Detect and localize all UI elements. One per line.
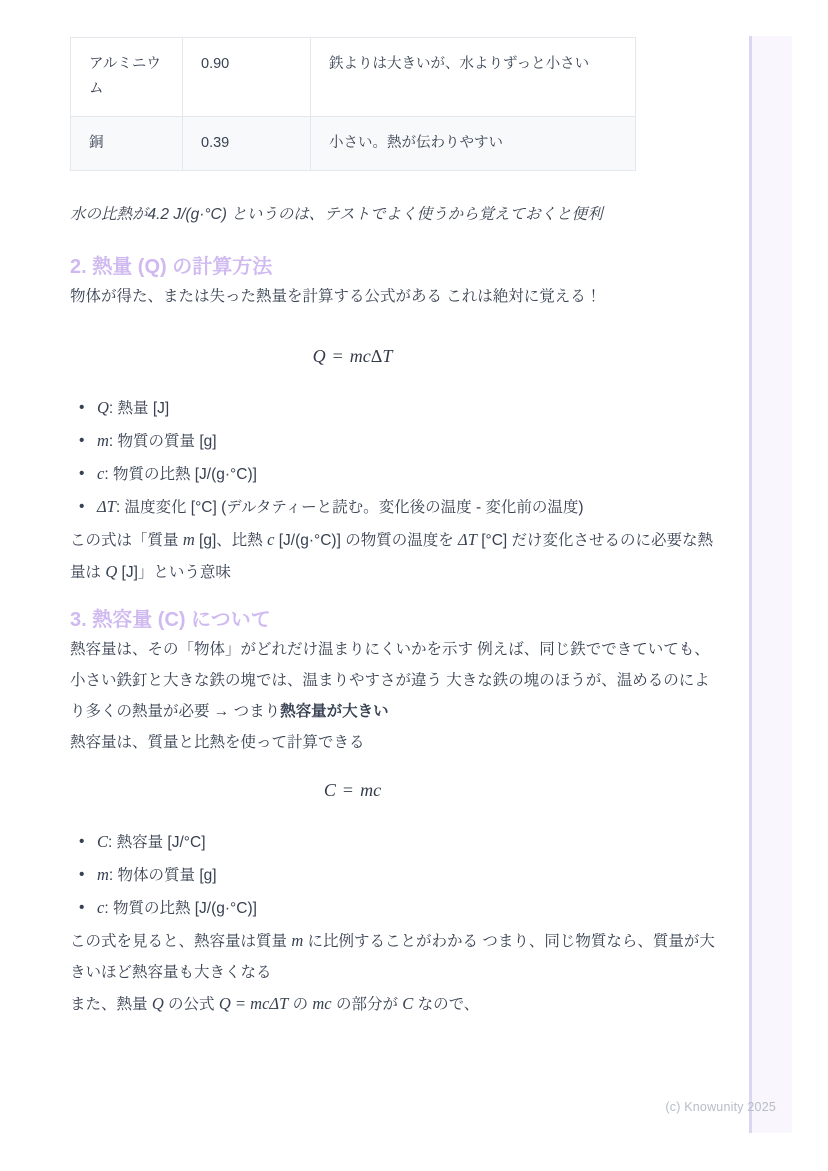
bullet-text: : 熱量 [J] <box>108 400 170 417</box>
text-segment: の部分が <box>331 996 403 1013</box>
list-item <box>70 826 720 859</box>
text-segment: [g]、比熱 <box>194 532 268 549</box>
math-var: m <box>97 865 109 884</box>
math-var: ΔT <box>458 530 477 549</box>
list-item <box>70 859 720 892</box>
list-item <box>70 458 720 491</box>
value-cell: 0.90 <box>183 38 311 117</box>
also-paragraph <box>70 988 720 1020</box>
bullet-text: : 物質の比熱 [J/(g·°C)] <box>104 466 257 483</box>
math-var: Q <box>105 562 118 581</box>
bullet-text: : 物質の質量 [g] <box>108 433 217 450</box>
heat-capacity-paragraph <box>70 634 720 727</box>
text-segment: に比例することがわかる つまり、同じ物質なら、質量が大きいほど熱容量も大きくなる <box>70 933 715 981</box>
math-var: mc <box>349 346 371 366</box>
desc-cell: 小さい。熱が伝わりやすい <box>311 117 636 171</box>
bullet-list-q <box>70 392 720 524</box>
math-var: C <box>97 832 109 851</box>
text-segment: この式は「質量 <box>70 532 183 549</box>
value-cell: 0.39 <box>183 117 311 171</box>
text-segment: の <box>288 996 313 1013</box>
equals-sign: = <box>332 346 343 366</box>
math-var: c <box>267 530 275 549</box>
note-paragraph: 水の比熱が4.2 J/(g·°C) というのは、テストでよく使うから覚えておくと便利 <box>70 206 603 223</box>
text-segment: [J/(g·°C)] の物質の温度を <box>274 532 459 549</box>
calc-paragraph: 熱容量は、質量と比熱を使って計算できる <box>70 734 365 751</box>
math-var: C <box>323 780 336 800</box>
math-var: T <box>382 346 393 366</box>
formula-q-mcdt <box>70 342 635 370</box>
text-segment: [°C] だけ変化させるのに必要な熱量は <box>70 532 714 581</box>
formula-c-mc <box>70 776 635 804</box>
specific-heat-table <box>70 37 636 171</box>
math-var: C <box>402 994 414 1013</box>
text-segment: の公式 <box>163 996 219 1013</box>
section-heading-heat-capacity: 3. 熱容量 (C) について <box>70 609 271 631</box>
substance-cell: アルミニウム <box>71 38 183 117</box>
next-page-edge <box>749 36 792 1133</box>
math-var: m <box>97 431 109 450</box>
list-item <box>70 491 720 524</box>
section-heading-heat-quantity: 2. 熱量 (Q) の計算方法 <box>70 256 273 278</box>
math-var: c <box>97 464 105 483</box>
text-segment: また、熱量 <box>70 996 152 1013</box>
table-row <box>71 38 636 117</box>
bullet-text: : 物体の質量 [g] <box>108 867 217 884</box>
meaning-paragraph <box>70 524 720 588</box>
bullet-text: : 温度変化 [°C] (デルタティーと読む。変化後の温度 - 変化前の温度) <box>115 499 584 516</box>
substance-cell: 銅 <box>71 117 183 171</box>
text-segment: [J]」という意味 <box>117 564 231 581</box>
list-item <box>70 425 720 458</box>
math-var: Q <box>151 994 164 1013</box>
desc-cell: 鉄よりは大きいが、水よりずっと小さい <box>311 38 636 117</box>
bold-text: 熱容量が大きい <box>280 703 389 720</box>
math-var: Q <box>312 346 326 366</box>
inline-formula: Q = mcΔT <box>218 994 289 1013</box>
bullet-list-c <box>70 826 720 925</box>
proportional-paragraph <box>70 925 720 988</box>
math-var: m <box>291 931 304 950</box>
math-var: ΔT <box>97 497 116 516</box>
table-row <box>71 117 636 171</box>
text-segment: 熱容量は、その「物体」がどれだけ温まりにくいかを示す 例えば、同じ鉄でできていても、小さい鉄釘と大きな鉄の塊では、温まりやすさが違う 大きな鉄の塊のほうが、温めるのにより多くの熱量が必要 → つまり <box>70 641 710 720</box>
intro-paragraph: 物体が得た、または失った熱量を計算する公式がある これは絶対に覚える！ <box>70 288 602 305</box>
text-segment: この式を見ると、熱容量は質量 <box>70 933 292 950</box>
math-var: c <box>97 898 105 917</box>
list-item <box>70 392 720 425</box>
equals-sign: = <box>342 780 354 800</box>
math-var: mc <box>360 780 382 800</box>
delta-symbol: Δ <box>370 346 383 366</box>
bullet-text: : 熱容量 [J/°C] <box>108 834 206 851</box>
math-var: m <box>182 530 195 549</box>
list-item <box>70 892 720 925</box>
copyright-text: (c) Knowunity 2025 <box>665 1100 776 1114</box>
math-var: Q <box>97 398 109 417</box>
text-segment: なので、 <box>413 996 480 1013</box>
bullet-text: : 物質の比熱 [J/(g·°C)] <box>104 900 257 917</box>
math-var: mc <box>312 994 332 1013</box>
